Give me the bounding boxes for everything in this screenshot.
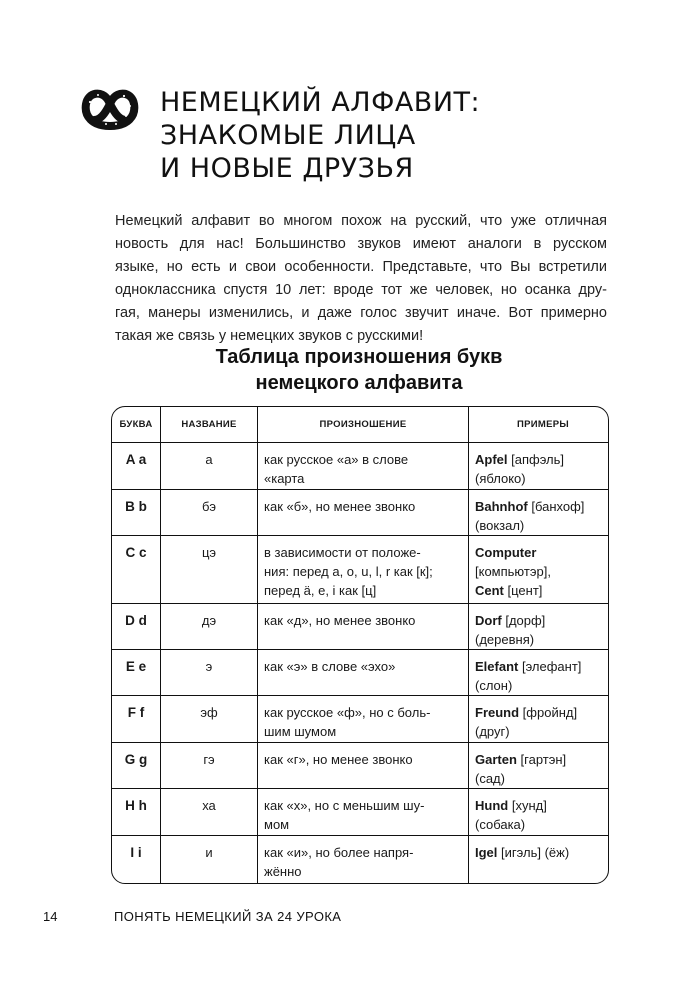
table-row — [112, 788, 608, 835]
example-line — [475, 516, 602, 535]
pronunciation-cell — [257, 604, 468, 649]
letter-cell: D d — [125, 613, 147, 628]
letter-name-cell: э — [160, 650, 257, 695]
transcription: [элефант] — [518, 659, 582, 674]
letter-name-cell: цэ — [160, 536, 257, 603]
example-line — [475, 769, 602, 788]
table-row — [112, 695, 608, 742]
example-line — [475, 657, 602, 676]
letter-cell: G g — [124, 752, 148, 767]
letter-cell: A a — [125, 452, 147, 467]
table-title-line: Таблица произношения букв — [215, 346, 503, 368]
examples-cell — [468, 650, 608, 695]
transcription: (деревня) — [475, 632, 535, 647]
table-row — [112, 489, 608, 535]
header-examples: ПРИМЕРЫ — [468, 407, 608, 442]
title-line: И НОВЫЕ ДРУЗЬЯ — [160, 153, 414, 184]
german-word: Cent — [475, 583, 504, 598]
examples-cell — [468, 443, 608, 489]
pronunciation-cell — [257, 789, 468, 835]
pronunciation-line: как «э» в слове «эхо» — [264, 659, 396, 674]
table-row — [112, 649, 608, 695]
transcription: (друг) — [475, 724, 510, 739]
german-word: Bahnhof — [475, 499, 528, 514]
example-line — [475, 581, 602, 600]
pretzel-icon — [78, 86, 142, 132]
letter-cell: E e — [125, 659, 147, 674]
transcription: [гартэн] — [516, 752, 567, 767]
german-word: Apfel — [475, 452, 508, 467]
pronunciation-line: как «б», но менее звонко — [264, 499, 416, 514]
header-pronunciation: ПРОИЗНОШЕНИЕ — [257, 407, 468, 442]
transcription: [банхоф] — [527, 499, 585, 514]
pronunciation-cell — [257, 696, 468, 742]
example-line — [475, 497, 602, 516]
intro-line: Немецкий алфавит во многом похож на русский, что уже отличная — [115, 213, 607, 229]
examples-cell — [468, 490, 608, 535]
example-line — [475, 543, 602, 562]
table-row — [112, 835, 608, 883]
transcription: [игэль] (ёж) — [497, 845, 570, 860]
example-line — [475, 611, 602, 630]
table-title-line: немецкого алфавита — [255, 372, 463, 394]
examples-cell — [468, 743, 608, 788]
pronunciation-cell — [257, 443, 468, 489]
header-letter: БУКВА — [119, 419, 153, 430]
example-line — [475, 722, 602, 741]
intro-line: гая, манеры изменились, и даже голос звучит иначе. Вот примерно — [115, 305, 607, 321]
example-line — [475, 750, 602, 769]
pronunciation-line: шим шумом — [264, 724, 337, 739]
letter-name-cell: гэ — [160, 743, 257, 788]
example-line — [475, 630, 602, 649]
pronunciation-line: как русское «ф», но с боль- — [264, 705, 431, 720]
examples-cell — [468, 536, 608, 603]
transcription: (собака) — [475, 817, 526, 832]
pronunciation-line: в зависимости от положе- — [264, 545, 421, 560]
example-line — [475, 703, 602, 722]
letter-name-cell: а — [160, 443, 257, 489]
table-title — [110, 344, 608, 396]
transcription: [компьютэр], — [475, 564, 551, 579]
intro-line: одноклассника спустя 10 лет: вроде тот же человек, но осанка дру- — [115, 282, 607, 298]
example-line — [475, 815, 602, 834]
letter-name-cell: эф — [160, 696, 257, 742]
transcription: (яблоко) — [475, 471, 526, 486]
pronunciation-line: как «д», но менее звонко — [264, 613, 416, 628]
transcription: [апфэль] — [507, 452, 565, 467]
table-row — [112, 535, 608, 603]
examples-cell — [468, 696, 608, 742]
pronunciation-cell — [257, 836, 468, 883]
german-word: Hund — [475, 798, 509, 813]
table-row — [112, 442, 608, 489]
german-word: Garten — [475, 752, 517, 767]
letter-name-cell: ха — [160, 789, 257, 835]
german-word: Dorf — [475, 613, 502, 628]
examples-cell — [468, 604, 608, 649]
letter-name-cell: и — [160, 836, 257, 883]
letter-name-cell: бэ — [160, 490, 257, 535]
letter-cell: I i — [130, 845, 142, 860]
letter-name-cell: дэ — [160, 604, 257, 649]
intro-line: языке, но есть и свои особенности. Представьте, что Вы встретили — [115, 259, 607, 275]
pronunciation-cell — [257, 650, 468, 695]
example-line — [475, 469, 602, 488]
pronunciation-cell — [257, 743, 468, 788]
table-row — [112, 603, 608, 649]
transcription: (слон) — [475, 678, 513, 693]
pronunciation-line: перед ä, e, i как [ц] — [264, 583, 377, 598]
letter-cell: H h — [125, 798, 147, 813]
table-row — [112, 742, 608, 788]
pronunciation-cell — [257, 536, 468, 603]
pronunciation-line: мом — [264, 817, 290, 832]
pronunciation-line: как русское «а» в слове — [264, 452, 409, 467]
german-word: Elefant — [475, 659, 519, 674]
pronunciation-cell — [257, 490, 468, 535]
transcription: (вокзал) — [475, 518, 525, 533]
transcription: [фройнд] — [519, 705, 578, 720]
title-line: ЗНАКОМЫЕ ЛИЦА — [160, 120, 416, 151]
german-word: Freund — [475, 705, 520, 720]
intro-line: новость для нас! Большинство звуков имеют аналоги в русском — [115, 236, 607, 252]
example-line — [475, 450, 602, 469]
example-line — [475, 843, 602, 862]
transcription: (сад) — [475, 771, 505, 786]
book-title: ПОНЯТЬ НЕМЕЦКИЙ ЗА 24 УРОКА — [114, 909, 342, 924]
table-body — [112, 442, 608, 883]
page-title — [160, 86, 480, 185]
german-word: Igel — [475, 845, 498, 860]
pronunciation-line: как «х», но с меньшим шу- — [264, 798, 425, 813]
pronunciation-line: как «г», но менее звонко — [264, 752, 413, 767]
letter-cell: C c — [125, 545, 147, 560]
letter-cell: B b — [125, 499, 147, 514]
example-line — [475, 562, 602, 581]
transcription: [хунд] — [508, 798, 547, 813]
examples-cell — [468, 836, 608, 883]
page-number: 14 — [43, 909, 58, 924]
intro-line: такая же связь у немецких звуков с русскими! — [115, 328, 424, 344]
title-line: НЕМЕЦКИЙ АЛФАВИТ: — [160, 87, 481, 118]
pronunciation-line: «карта — [264, 471, 305, 486]
alphabet-table — [111, 406, 609, 884]
pronunciation-line: ния: перед a, o, u, l, r как [к]; — [264, 564, 433, 579]
header-name: НАЗВАНИЕ — [160, 407, 257, 442]
table-header-row — [112, 407, 608, 442]
intro-paragraph — [115, 210, 607, 348]
pronunciation-line: жённо — [264, 864, 302, 879]
example-line — [475, 676, 602, 695]
letter-cell: F f — [127, 705, 145, 720]
example-line — [475, 796, 602, 815]
transcription: [дорф] — [501, 613, 546, 628]
examples-cell — [468, 789, 608, 835]
transcription: [цент] — [503, 583, 543, 598]
german-word: Computer — [475, 545, 537, 560]
pronunciation-line: как «и», но более напря- — [264, 845, 414, 860]
